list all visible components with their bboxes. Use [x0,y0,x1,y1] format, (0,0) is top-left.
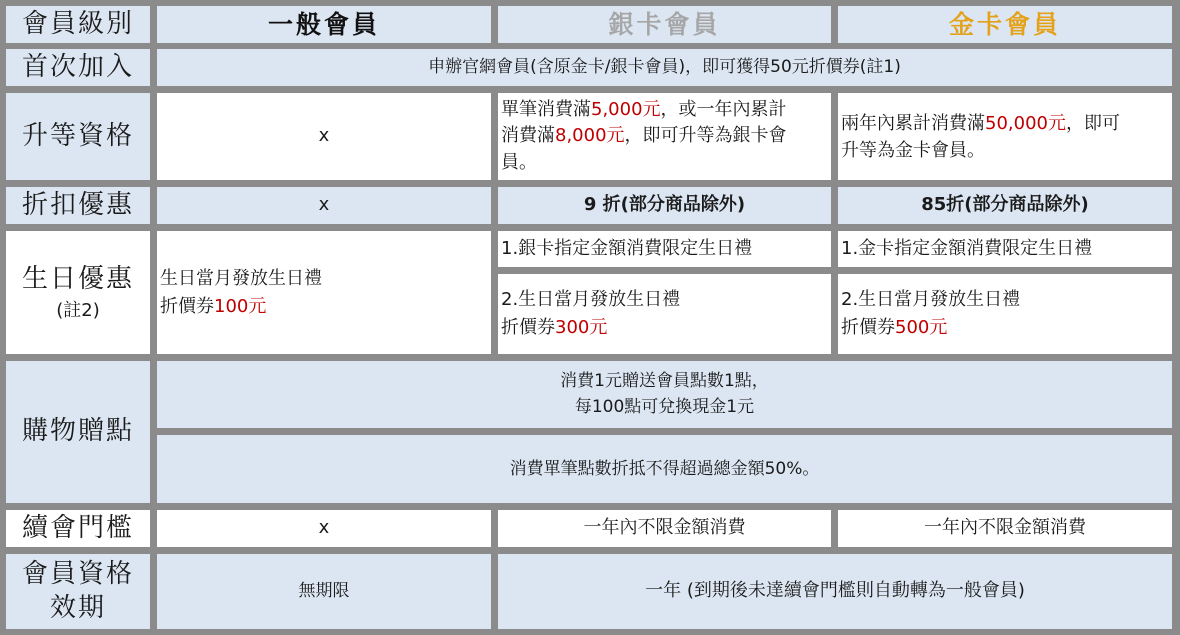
upgrade-silver-amount2: 8,000元 [555,125,625,147]
upgrade-silver-line1-c: ，或一年內累計 [660,99,787,121]
discount-label-text: 折扣優惠 [21,189,134,220]
birthday-silver-line1: 2.生日當月發放生日禮 [501,289,681,311]
points-limit-text: 消費單筆點數折抵不得超過總金額50%。 [509,458,820,479]
birthday-gold-gift-text: 1.金卡指定金額消費限定生日禮 [841,237,1093,259]
upgrade-gold-line1 [841,110,1120,137]
upgrade-gold-line2: 升等為金卡會員。 [841,139,985,161]
validity-general [157,554,491,629]
birthday-gold-line2 [841,314,947,342]
validity-others-text: 一年 (到期後未達續會門檻則自動轉為一般會員) [645,580,1025,602]
validity-label-line1: 會員資格 [21,558,134,589]
points-rule-line1: 消費1元贈送會員點數1點， [560,371,769,391]
birthday-label [6,231,150,354]
upgrade-silver [498,93,831,180]
header-general [157,6,491,43]
renewal-general [157,510,491,547]
upgrade-gold-amount: 50,000元 [985,112,1066,134]
points-rule-line2: 每100點可兌換現金1元 [574,396,755,417]
renewal-gold [838,510,1172,547]
discount-gold-text: 85折(部分商品除外) [921,194,1089,216]
discount-silver [498,187,831,224]
birthday-general-amount: 100元 [214,295,267,317]
points-label-text: 購物贈點 [21,416,134,447]
upgrade-silver-line1 [501,97,787,123]
birthday-silver-amount: 300元 [555,317,608,338]
first-join-label-text: 首次加入 [21,51,134,82]
birthday-general [157,231,491,354]
renewal-gold-text: 一年內不限金額消費 [924,517,1086,539]
header-silver [498,6,831,43]
header-gold-text: 金卡會員 [948,9,1061,39]
discount-label [6,187,150,224]
upgrade-gold [838,93,1172,180]
upgrade-general [157,93,491,180]
upgrade-label-text: 升等資格 [21,120,134,151]
header-silver-text: 銀卡會員 [608,9,721,39]
birthday-general-coupon: 折價券 [160,295,214,317]
points-label [6,361,150,503]
header-level-text: 會員級別 [21,8,134,39]
birthday-gold-gift [838,231,1172,267]
discount-general-text: x [318,194,330,216]
upgrade-silver-line2-a: 消費滿 [501,125,555,147]
renewal-silver-text: 一年內不限金額消費 [583,517,746,539]
birthday-silver-line2 [501,314,607,342]
upgrade-silver-line1-a: 單筆消費滿 [501,99,591,121]
renewal-silver [498,510,831,547]
upgrade-gold-line1-c: ，即可 [1065,112,1120,134]
birthday-general-line2 [160,293,266,321]
birthday-general-line1: 生日當月發放生日禮 [160,267,322,289]
birthday-silver-gift-text: 1.銀卡指定金額消費限定生日禮 [501,237,753,259]
first-join-label [6,49,150,86]
upgrade-silver-line2-c: ，即可升等為銀卡會 [624,125,787,147]
upgrade-label [6,93,150,180]
discount-general [157,187,491,224]
validity-others [498,554,1172,629]
birthday-gold-line1: 2.生日當月發放生日禮 [841,289,1021,311]
validity-label-line2: 效期 [49,592,106,623]
first-join-text [157,49,1172,86]
discount-silver-text: 9 折(部分商品除外) [583,194,746,216]
renewal-label-text: 續會門檻 [21,512,134,543]
birthday-gold-amount: 500元 [895,317,948,338]
birthday-silver-coupon [498,274,831,354]
birthday-silver-coupon-label: 折價券 [501,317,555,338]
header-gold [838,6,1172,43]
upgrade-general-text: x [318,125,330,147]
points-limit [157,435,1172,503]
birthday-note: (註2) [56,299,100,321]
birthday-gold-coupon-label: 折價券 [841,317,895,338]
header-general-text: 一般會員 [267,9,380,39]
upgrade-silver-line2 [501,123,787,149]
birthday-label-text: 生日優惠 [21,263,134,294]
validity-label [6,554,150,629]
upgrade-silver-amount1: 5,000元 [591,99,661,121]
renewal-label [6,510,150,547]
birthday-silver-gift [498,231,831,267]
points-rule [157,361,1172,428]
discount-gold [838,187,1172,224]
birthday-gold-coupon [838,274,1172,354]
renewal-general-text: x [318,517,330,539]
upgrade-silver-line3: 員。 [501,151,537,173]
upgrade-gold-line1-a: 兩年內累計消費滿 [841,112,985,134]
header-level [6,6,150,43]
first-join-text-value: 申辦官網會員(含原金卡/銀卡會員)，即可獲得50元折價券(註1) [428,57,901,78]
validity-general-text: 無期限 [298,581,350,602]
